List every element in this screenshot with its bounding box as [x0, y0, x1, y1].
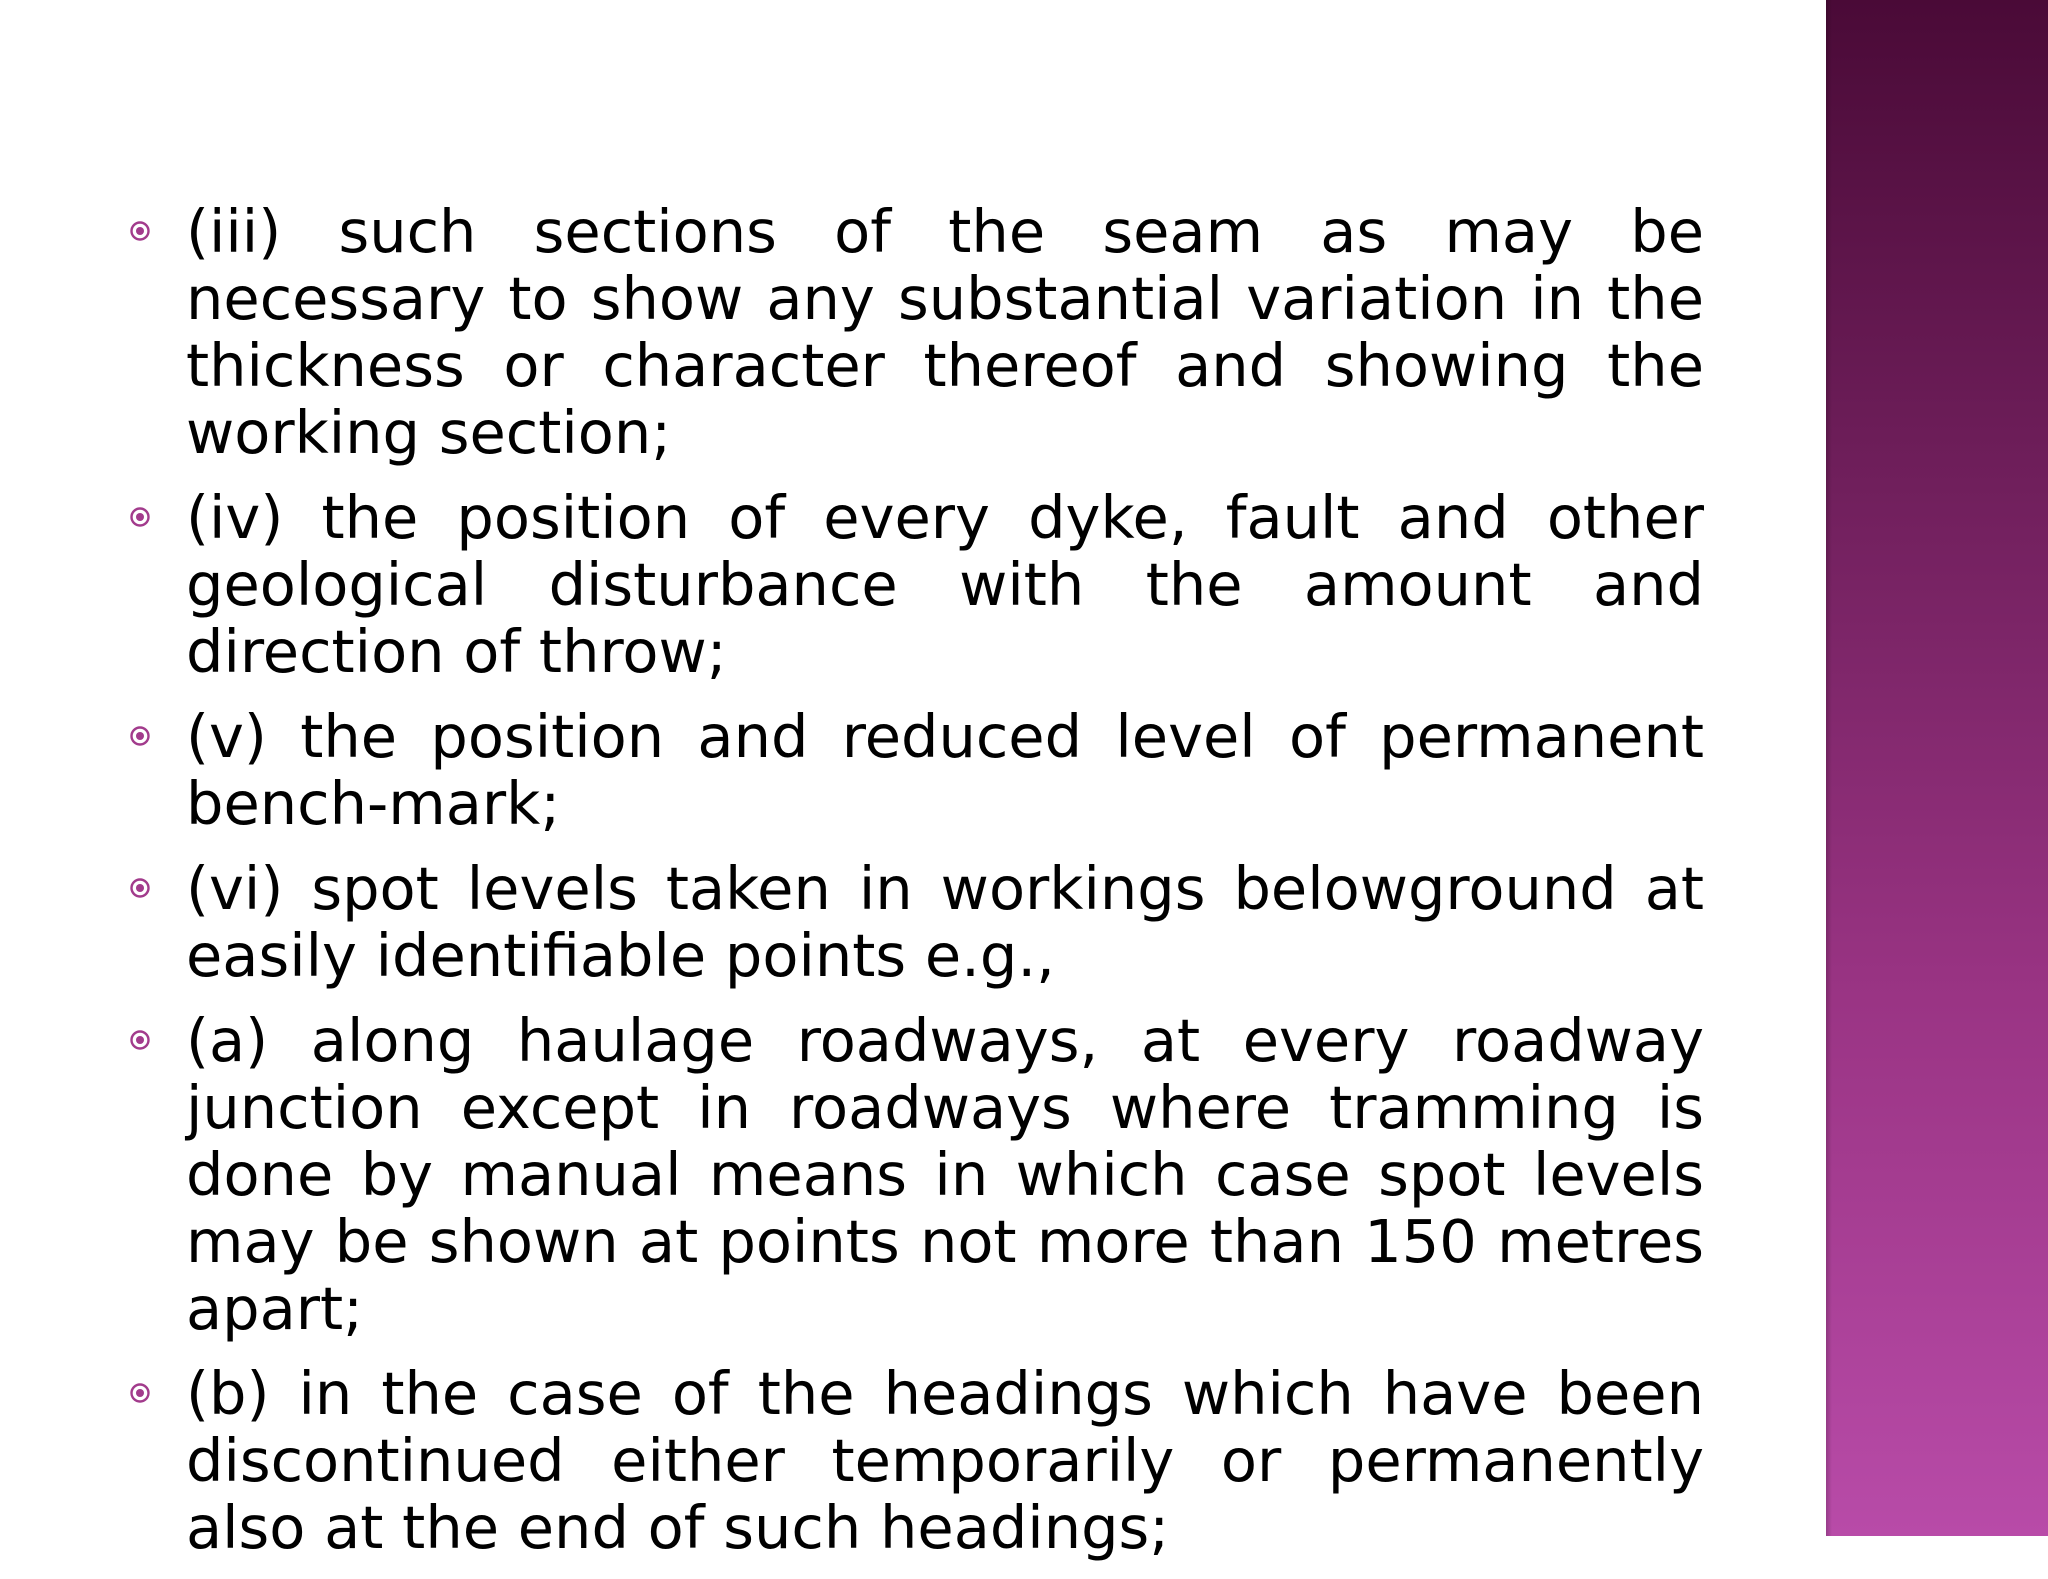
- bullet-text: (v) the position and reduced level of permanent bench-mark;: [186, 702, 1704, 838]
- list-item: [124, 484, 1704, 685]
- target-bullet-icon: [130, 507, 150, 527]
- list-item: [124, 198, 1704, 466]
- target-bullet-icon: [130, 726, 150, 746]
- list-item: [124, 1007, 1704, 1342]
- list-item: [124, 855, 1704, 989]
- list-item: [124, 1360, 1704, 1561]
- bullet-text: (iv) the position of every dyke, fault and other geological disturbance with the amount and direction of throw;: [186, 483, 1704, 686]
- list-item: [124, 703, 1704, 837]
- decorative-side-band: [1826, 0, 2048, 1536]
- bullet-text: (vi) spot levels taken in workings belowground at easily identifiable points e.g.,: [186, 854, 1704, 990]
- target-bullet-icon: [130, 878, 150, 898]
- target-bullet-icon: [130, 1383, 150, 1403]
- bullet-list: [124, 198, 1704, 1579]
- bullet-text: (b) in the case of the headings which have been discontinued either temporarily or permanently also at the end of such headings;: [186, 1359, 1704, 1562]
- side-band-shadow: [1826, 0, 1832, 1536]
- bullet-text: (iii) such sections of the seam as may be necessary to show any substantial variation in the thickness or character thereof and showing the working section;: [186, 197, 1704, 467]
- target-bullet-icon: [130, 221, 150, 241]
- target-bullet-icon: [130, 1030, 150, 1050]
- bullet-text: (a) along haulage roadways, at every roadway junction except in roadways where tramming is done by manual means in which case spot levels may be shown at points not more than 150 metres apart;: [186, 1006, 1704, 1343]
